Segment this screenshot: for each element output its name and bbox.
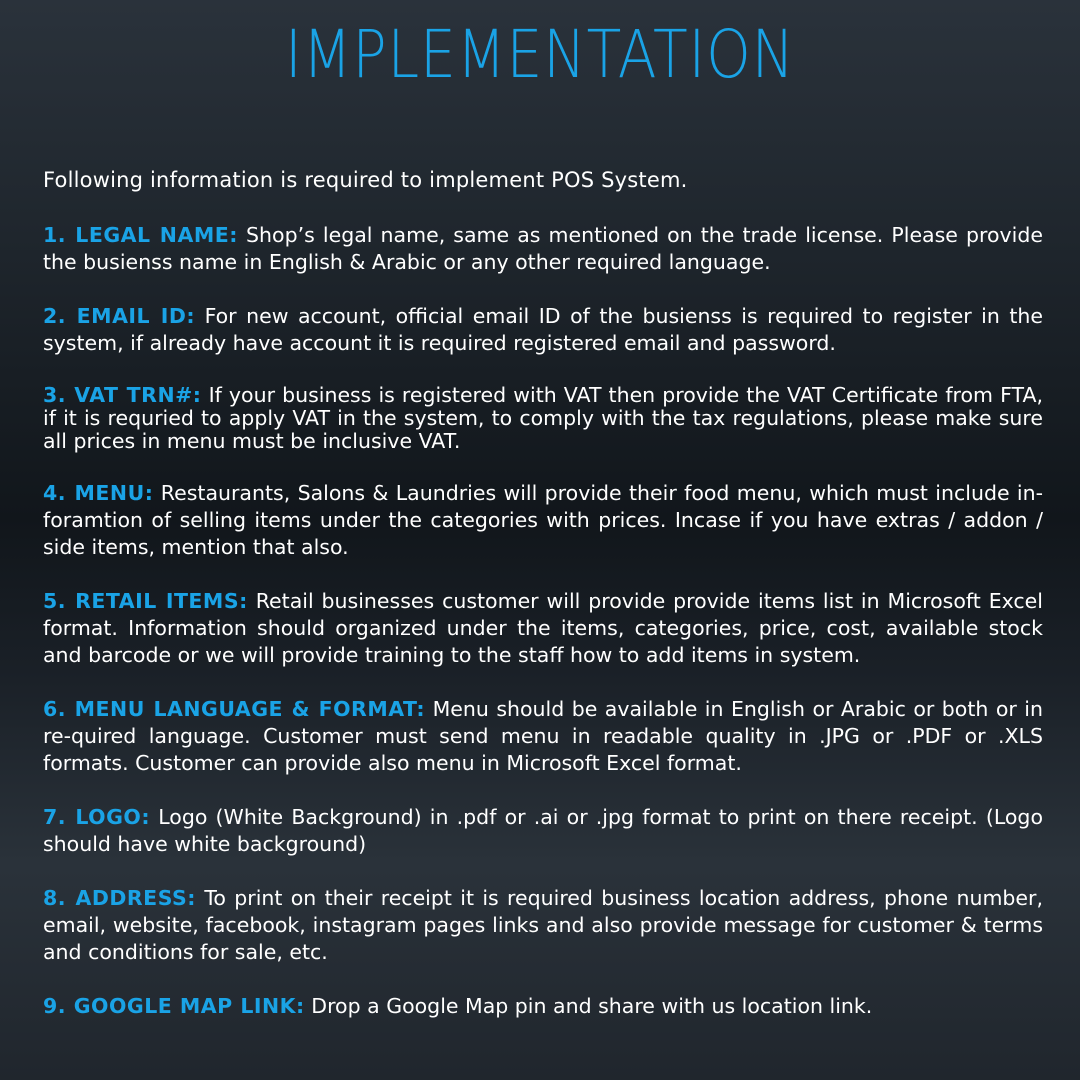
requirement-text: For new account, official email ID of the busienss is required to register in the system, if already have account it is required registered email and password. [43, 304, 1043, 355]
requirement-text: If your business is registered with VAT then provide the VAT Certificate from FTA, if it is requried to apply VAT in the system, to comply with the tax regulations, please make sure all prices in menu must be inclusive VAT. [43, 383, 1043, 453]
requirement-label: 5. RETAIL ITEMS: [43, 589, 248, 613]
content-body [43, 166, 1043, 1047]
requirement-text: Drop a Google Map pin and share with us location link. [311, 994, 873, 1018]
requirement-label: 7. LOGO: [43, 805, 151, 829]
requirement-label: 4. MENU: [43, 481, 154, 505]
requirement-label: 1. LEGAL NAME: [43, 223, 238, 247]
requirement-item-address [43, 885, 1043, 966]
requirement-label: 6. MENU LANGUAGE & FORMAT: [43, 697, 426, 721]
requirement-text: Restaurants, Salons & Laundries will provide their food menu, which must include in-foramtion of selling items under the categories with prices. Incase if you have extras / addon / side items, mention that also. [43, 481, 1043, 559]
requirement-item-retail-items [43, 588, 1043, 669]
requirement-item-legal-name [43, 222, 1043, 276]
requirement-text: Menu should be available in English or Arabic or both or in re-quired language. Customer must send menu in readable quality in .JPG or .PDF or .XLS formats. Customer can provide also menu in Microsoft Excel format. [43, 697, 1043, 775]
requirement-text: Logo (White Background) in .pdf or .ai or .jpg format to print on there receipt. (Logo should have white background) [43, 805, 1043, 856]
requirement-item-menu [43, 480, 1043, 561]
requirement-text: Retail businesses customer will provide provide items list in Microsoft Excel format. Information should organized under the items, categories, price, cost, available stock and barcode or we will provide training to the staff how to add items in system. [43, 589, 1043, 667]
intro-text: Following information is required to implement POS System. [43, 168, 688, 192]
requirement-item-email-id [43, 303, 1043, 357]
requirement-label: 9. GOOGLE MAP LINK: [43, 994, 305, 1018]
requirement-label: 3. VAT TRN#: [43, 383, 202, 407]
requirement-text: Shop’s legal name, same as mentioned on the trade license. Please provide the busienss name in English & Arabic or any other required language. [43, 223, 1043, 274]
requirement-item-menu-language-format [43, 696, 1043, 777]
requirement-text: To print on their receipt it is required business location address, phone number, email, website, facebook, instagram pages links and also provide message for customer & terms and conditions for sale, etc. [43, 886, 1043, 964]
requirement-item-google-map-link [43, 993, 1043, 1020]
requirement-label: 2. EMAIL ID: [43, 304, 196, 328]
requirement-item-vat-trn [43, 384, 1043, 453]
requirement-item-logo [43, 804, 1043, 858]
requirement-label: 8. ADDRESS: [43, 886, 196, 910]
page-title: IMPLEMENTATION [284, 16, 795, 93]
